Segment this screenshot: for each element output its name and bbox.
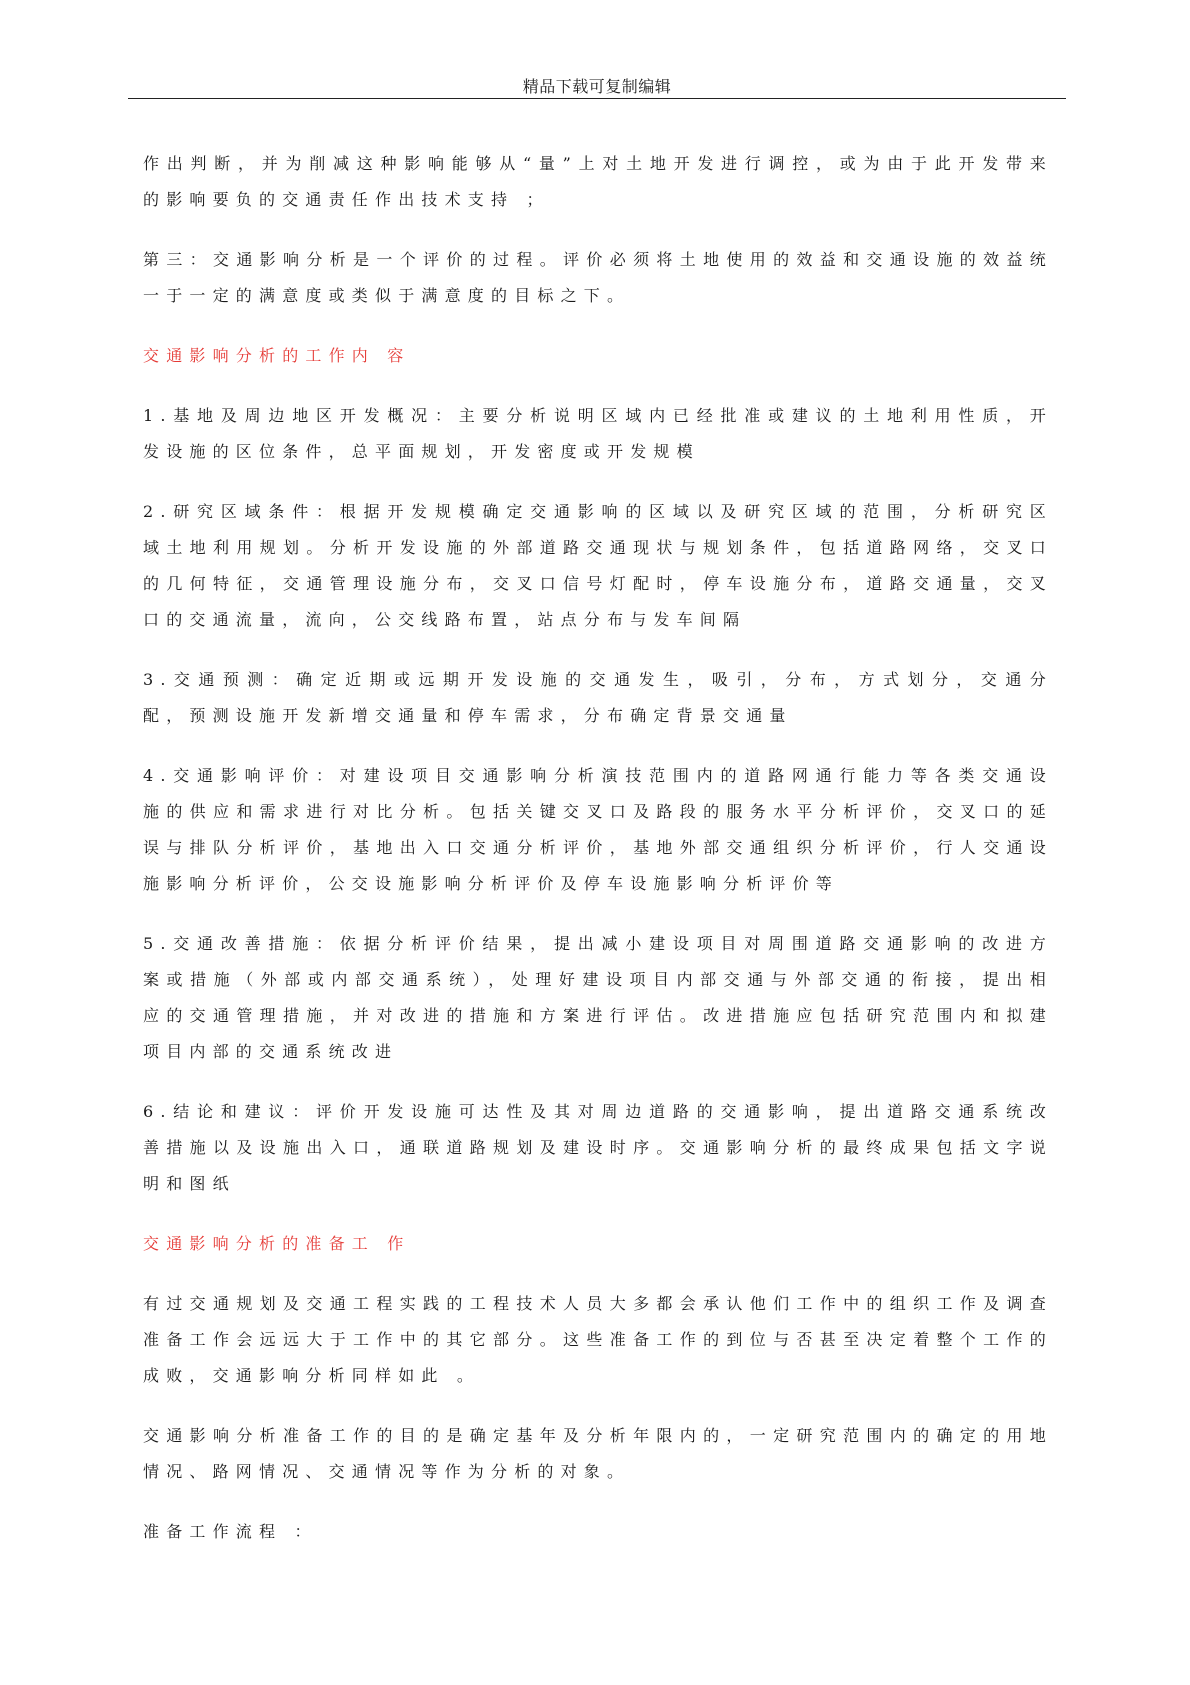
heading-preparation: 交通影响分析的准备工 作 <box>143 1234 411 1253</box>
heading-work-content: 交通影响分析的工作内 容 <box>143 346 411 365</box>
page-header <box>128 0 1066 99</box>
para-workflow: 准备工作流程 ： <box>143 1522 318 1541</box>
para-item-1: 1.基地及周边地区开发概况：主要分析说明区域内已经批准或建议的土地利用性质，开发设施的区位条件，总平面规划，开发密度或开发规模 <box>143 406 1053 461</box>
para-item-3: 3.交通预测：确定近期或远期开发设施的交通发生，吸引，分布，方式划分，交通分配，预测设施开发新增交通量和停车需求，分布确定背景交通量 <box>143 670 1053 725</box>
header-title: 精品下载可复制编辑 <box>522 77 672 96</box>
para-preparation-intro: 有过交通规划及交通工程实践的工程技术人员大多都会承认他们工作中的组织工作及调查准备工作会远远大于工作中的其它部分。这些准备工作的到位与否甚至决定着整个工作的成败，交通影响分析同样如此 。 <box>143 1294 1053 1385</box>
para-item-5: 5.交通改善措施：依据分析评价结果，提出减小建设项目对周围道路交通影响的改进方案或措施（外部或内部交通系统），处理好建设项目内部交通与外部交通的衔接，提出相应的交通管理措施，并对改进的措施和方案进行评估。改进措施应包括研究范围内和拟建项目内部的交通系统改进 <box>143 934 1053 1061</box>
para-item-2: 2.研究区域条件：根据开发规模确定交通影响的区域以及研究区域的范围，分析研究区域土地利用规划。分析开发设施的外部道路交通现状与规划条件，包括道路网络，交叉口的几何特征，交通管理设施分布，交叉口信号灯配时，停车设施分布，道路交通量，交叉口的交通流量，流向，公交线路布置，站点分布与发车间隔 <box>143 502 1053 629</box>
para-item-4: 4.交通影响评价：对建设项目交通影响分析演技范围内的道路网通行能力等各类交通设施的供应和需求进行对比分析。包括关键交叉口及路段的服务水平分析评价，交叉口的延误与排队分析评价，基地出入口交通分析评价，基地外部交通组织分析评价，行人交通设施影响分析评价，公交设施影响分析评价及停车设施影响分析评价等 <box>143 766 1053 893</box>
document-body <box>143 146 1053 1574</box>
para-preparation-purpose: 交通影响分析准备工作的目的是确定基年及分析年限内的，一定研究范围内的确定的用地情况、路网情况、交通情况等作为分析的对象。 <box>143 1426 1053 1481</box>
para-item-6: 6.结论和建议：评价开发设施可达性及其对周边道路的交通影响，提出道路交通系统改善措施以及设施出入口，通联道路规划及建设时序。交通影响分析的最终成果包括文字说明和图纸 <box>143 1102 1053 1193</box>
para-third: 第三：交通影响分析是一个评价的过程。评价必须将土地使用的效益和交通设施的效益统一于一定的满意度或类似于满意度的目标之下。 <box>143 250 1053 305</box>
para-judgment: 作出判断，并为削减这种影响能够从“量”上对土地开发进行调控，或为由于此开发带来的影响要负的交通责任作出技术支持 ； <box>143 154 1053 209</box>
